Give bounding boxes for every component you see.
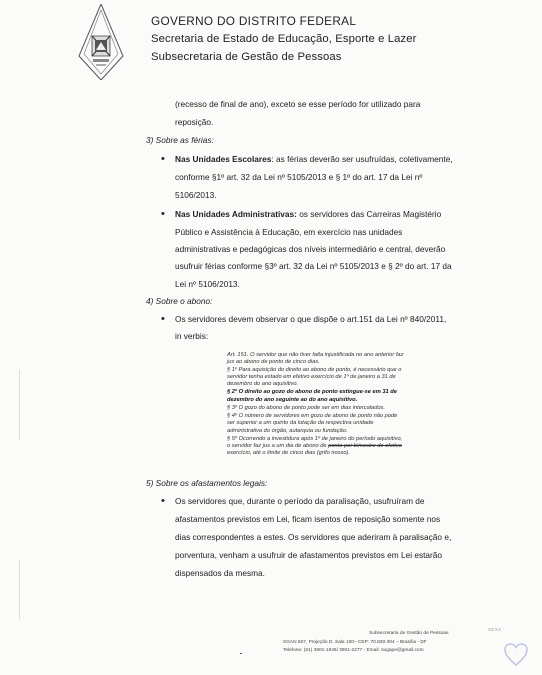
quote-line: § 1º Para aquisição do direito ao abono de ponto, é necessário que o bbox=[227, 367, 402, 373]
footer-address: SGAN 607, Projeção D, Sala 100– CEP: 70.830-304 – Brasília - DF bbox=[283, 640, 427, 645]
s3-bullet-1-text: : as férias deverão ser usufruídas, coletivamente, bbox=[271, 154, 453, 164]
bullet-dot: • bbox=[161, 313, 165, 325]
intro-line-2: reposição. bbox=[175, 117, 214, 127]
quote-line: dezembro do ano aquisitivo. bbox=[227, 381, 299, 387]
footer-contact: Telefone: (61) 3901-1846/ 3901-2277 - Email: sugape@gmail.com bbox=[283, 648, 424, 653]
quote-line: § 3º O gozo do abono de ponto pode ser em dias intercalados. bbox=[227, 405, 385, 411]
quote-line: jus ao abono de ponto de cinco dias. bbox=[227, 359, 320, 365]
quote-bold-line: § 2º O direito ao gozo do abono de ponto extingue-se em 31 de bbox=[227, 389, 397, 395]
header-government-title: GOVERNO DO DISTRITO FEDERAL bbox=[151, 14, 357, 28]
quote-struck-prefix: o servidor faz jus a um dia de abono de bbox=[227, 443, 329, 449]
s3-bullet-2-line-2: Público e Assistência à Educação, em exercício nas unidades bbox=[175, 227, 403, 237]
quote-struck-text: ponto por bimestre de efetivo bbox=[328, 443, 402, 449]
quote-line: § 5º Ocorrendo a investidura após 1º de janeiro do período aquisitivo, bbox=[227, 436, 403, 442]
heart-icon bbox=[502, 640, 530, 668]
s3-bullet-1-line-2: conforme §1º art. 32 da Lei nº 5105/2013 e § 1º do art. 17 da Lei nº bbox=[175, 172, 423, 182]
bullet-dot: • bbox=[161, 495, 165, 507]
s3-bullet-1-line-1 bbox=[175, 154, 453, 164]
section-4-heading: 4) Sobre o abono: bbox=[146, 296, 213, 306]
s3-bullet-2-label: Nas Unidades Administrativas: bbox=[175, 209, 297, 219]
s3-bullet-1-line-3: 5106/2013. bbox=[175, 190, 217, 200]
section-5-heading: 5) Sobre os afastamentos legais: bbox=[146, 478, 268, 488]
quote-line: servidor tenha estado em efetivo exercício de 1º de janeiro a 31 de bbox=[227, 374, 396, 380]
footer-department: Subsecretaria de Gestão de Pessoas bbox=[369, 631, 449, 636]
s3-bullet-2-line-1 bbox=[175, 209, 441, 219]
quote-line: exercício, até o limite de cinco dias (grifo nosso). bbox=[227, 450, 350, 456]
scan-mark bbox=[240, 653, 242, 654]
header-secretariat: Secretaria de Estado de Educação, Esporte e Lazer bbox=[151, 33, 417, 45]
s3-bullet-2-line-5: Lei nº 5106/2013. bbox=[175, 279, 240, 289]
s4-bullet-line-1: Os servidores devem observar o que dispõe o art.151 da Lei nº 840/2011, bbox=[175, 314, 447, 324]
quote-struck-line bbox=[227, 443, 402, 450]
quote-line: § 4º O número de servidores em gozo de abono de ponto não pode bbox=[227, 413, 398, 419]
scan-artifact bbox=[19, 370, 20, 440]
s5-bullet-line-4: porventura, venham a usufruir de afastamentos previstos em Lei estarão bbox=[175, 550, 443, 560]
s5-bullet-line-5: dispensados da mesma. bbox=[175, 568, 265, 578]
section-3-heading: 3) Sobre as férias: bbox=[146, 135, 214, 145]
header-subsecretariat: Subsecretaria de Gestão de Pessoas bbox=[151, 51, 342, 63]
s3-bullet-2-line-4: usufruir férias conforme §3º art. 32 da Lei nº 5105/2013 e § 2º do art. 17 da bbox=[175, 261, 452, 271]
bullet-dot: • bbox=[161, 153, 165, 165]
s3-bullet-2-text: os servidores das Carreiras Magistério bbox=[296, 209, 442, 219]
s3-bullet-1-label: Nas Unidades Escolares bbox=[175, 154, 272, 164]
s5-bullet-line-3: dias correspondentes a estes. Os servidores que aderiram à paralisação e, bbox=[175, 532, 452, 542]
s5-bullet-line-1: Os servidores que, durante o período da paralisação, usufruíram de bbox=[175, 496, 425, 506]
gdf-coat-of-arms-logo bbox=[78, 4, 124, 80]
s3-bullet-2-line-3: administrativas e pedagógicas dos níveis intermediário e central, deverão bbox=[175, 244, 446, 254]
quote-line: ser superior a um quinto da lotação da respectiva unidade bbox=[227, 420, 374, 426]
bullet-dot: • bbox=[161, 208, 165, 220]
intro-line-1: (recesso de final de ano), exceto se esse período for utilizado para bbox=[175, 99, 421, 109]
scan-artifact bbox=[19, 560, 20, 620]
quote-line: administrativa do órgão, autarquia ou fundação. bbox=[227, 428, 348, 434]
quote-line: Art. 151. O servidor que não tiver falta injustificada no ano anterior faz bbox=[227, 352, 404, 358]
quote-bold-line: dezembro do ano seguinte ao do ano aquisitivo. bbox=[227, 397, 358, 403]
footer-stamp: SEXA bbox=[488, 627, 502, 632]
s5-bullet-line-2: afastamentos previstos em Lei, ficam isentos de reposição somente nos bbox=[175, 514, 441, 524]
s4-bullet-line-2: in verbis: bbox=[175, 331, 209, 341]
